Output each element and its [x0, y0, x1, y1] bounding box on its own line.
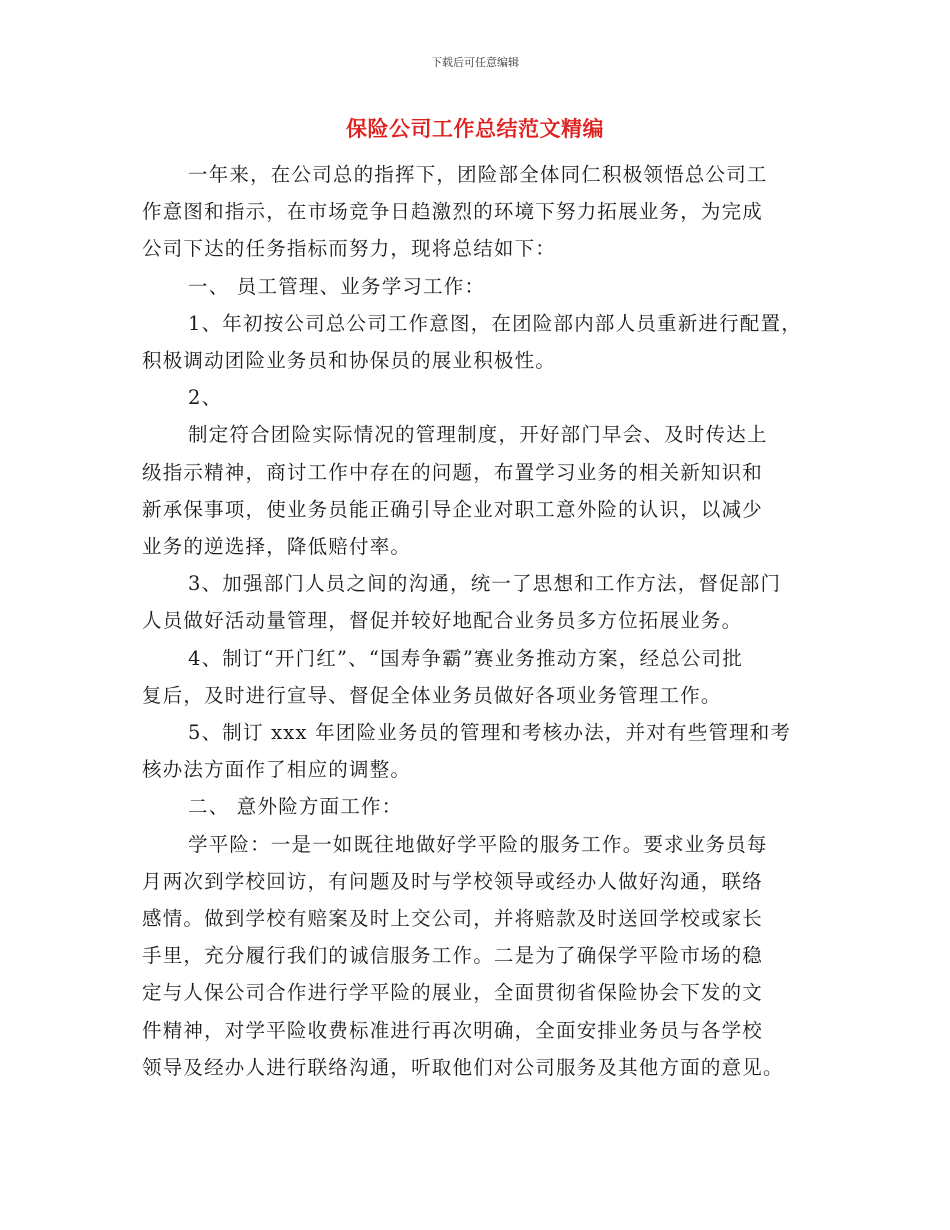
text-line: 3、加强部门人员之间的沟通，统一了思想和工作方法，督促部门 [188, 572, 782, 596]
text-line: 月两次到学校回访，有问题及时与学校领导或经办人做好沟通，联络 [142, 869, 764, 893]
text-line: 核办法方面作了相应的调整。 [142, 758, 412, 782]
paragraph [142, 826, 822, 1086]
text-line: 学平险：一是一如既往地做好学平险的服务工作。要求业务员每 [188, 832, 768, 856]
text-line: 级指示精神，商讨工作中存在的问题，布置学习业务的相关新知识和 [142, 460, 764, 484]
text-line: 作意图和指示，在市场竞争日趋激烈的环境下努力拓展业务，为完成 [142, 200, 764, 224]
text-line: 复后，及时进行宣导、督促全体业务员做好各项业务管理工作。 [142, 683, 722, 707]
text-line: 定与人保公司合作进行学平险的展业，全面贯彻省保险协会下发的文 [142, 981, 764, 1005]
text-line: 5、制订 xxx 年团险业务员的管理和考核办法，并对有些管理和考 [188, 721, 792, 745]
paragraph [142, 640, 822, 714]
paragraph [142, 379, 822, 416]
text-line: 领导及经办人进行联络沟通，听取他们对公司服务及其他方面的意见。 [142, 1055, 784, 1079]
text-line: 件精神，对学平险收费标准进行再次明确，全面安排业务员与各学校 [142, 1018, 764, 1042]
text-line: 2、 [188, 386, 223, 410]
text-line: 人员做好活动量管理，督促并较好地配合业务员多方位拓展业务。 [142, 609, 743, 633]
text-line: 1、年初按公司总公司工作意图，在团险部内部人员重新进行配置， [188, 311, 802, 335]
text-line: 4、制订“开门红”、“国寿争霸”赛业务推动方案，经总公司批 [188, 646, 744, 670]
document-body [142, 156, 822, 1086]
text-line: 积极调动团险业务员和协保员的展业积极性。 [142, 349, 557, 373]
text-line: 一年来，在公司总的指挥下，团险部全体同仁积极领悟总公司工 [188, 163, 768, 186]
text-line: 感情。做到学校有赔案及时上交公司，并将赔款及时送回学校或家长 [142, 907, 764, 931]
paragraph [142, 268, 822, 305]
paragraph [142, 788, 822, 825]
text-line: 公司下达的任务指标而努力，现将总结如下： [142, 237, 557, 261]
text-line: 新承保事项，使业务员能正确引导企业对职工意外险的认识，以减少 [142, 497, 764, 521]
text-line: 业务的逆选择，降低赔付率。 [142, 535, 412, 559]
paragraph [142, 714, 822, 788]
document-title: 保险公司工作总结范文精编 [346, 117, 604, 141]
text-line: 制定符合团险实际情况的管理制度，开好部门早会、及时传达上 [188, 423, 768, 447]
text-line: 手里，充分履行我们的诚信服务工作。二是为了确保学平险市场的稳 [142, 944, 764, 968]
paragraph [142, 416, 822, 565]
paragraph [142, 156, 822, 268]
text-line: 二、 意外险方面工作： [188, 795, 403, 819]
paragraph [142, 305, 822, 379]
header-note: 下载后可任意编辑 [431, 56, 519, 69]
text-line: 一、 员工管理、业务学习工作： [188, 274, 486, 298]
paragraph [142, 565, 822, 639]
